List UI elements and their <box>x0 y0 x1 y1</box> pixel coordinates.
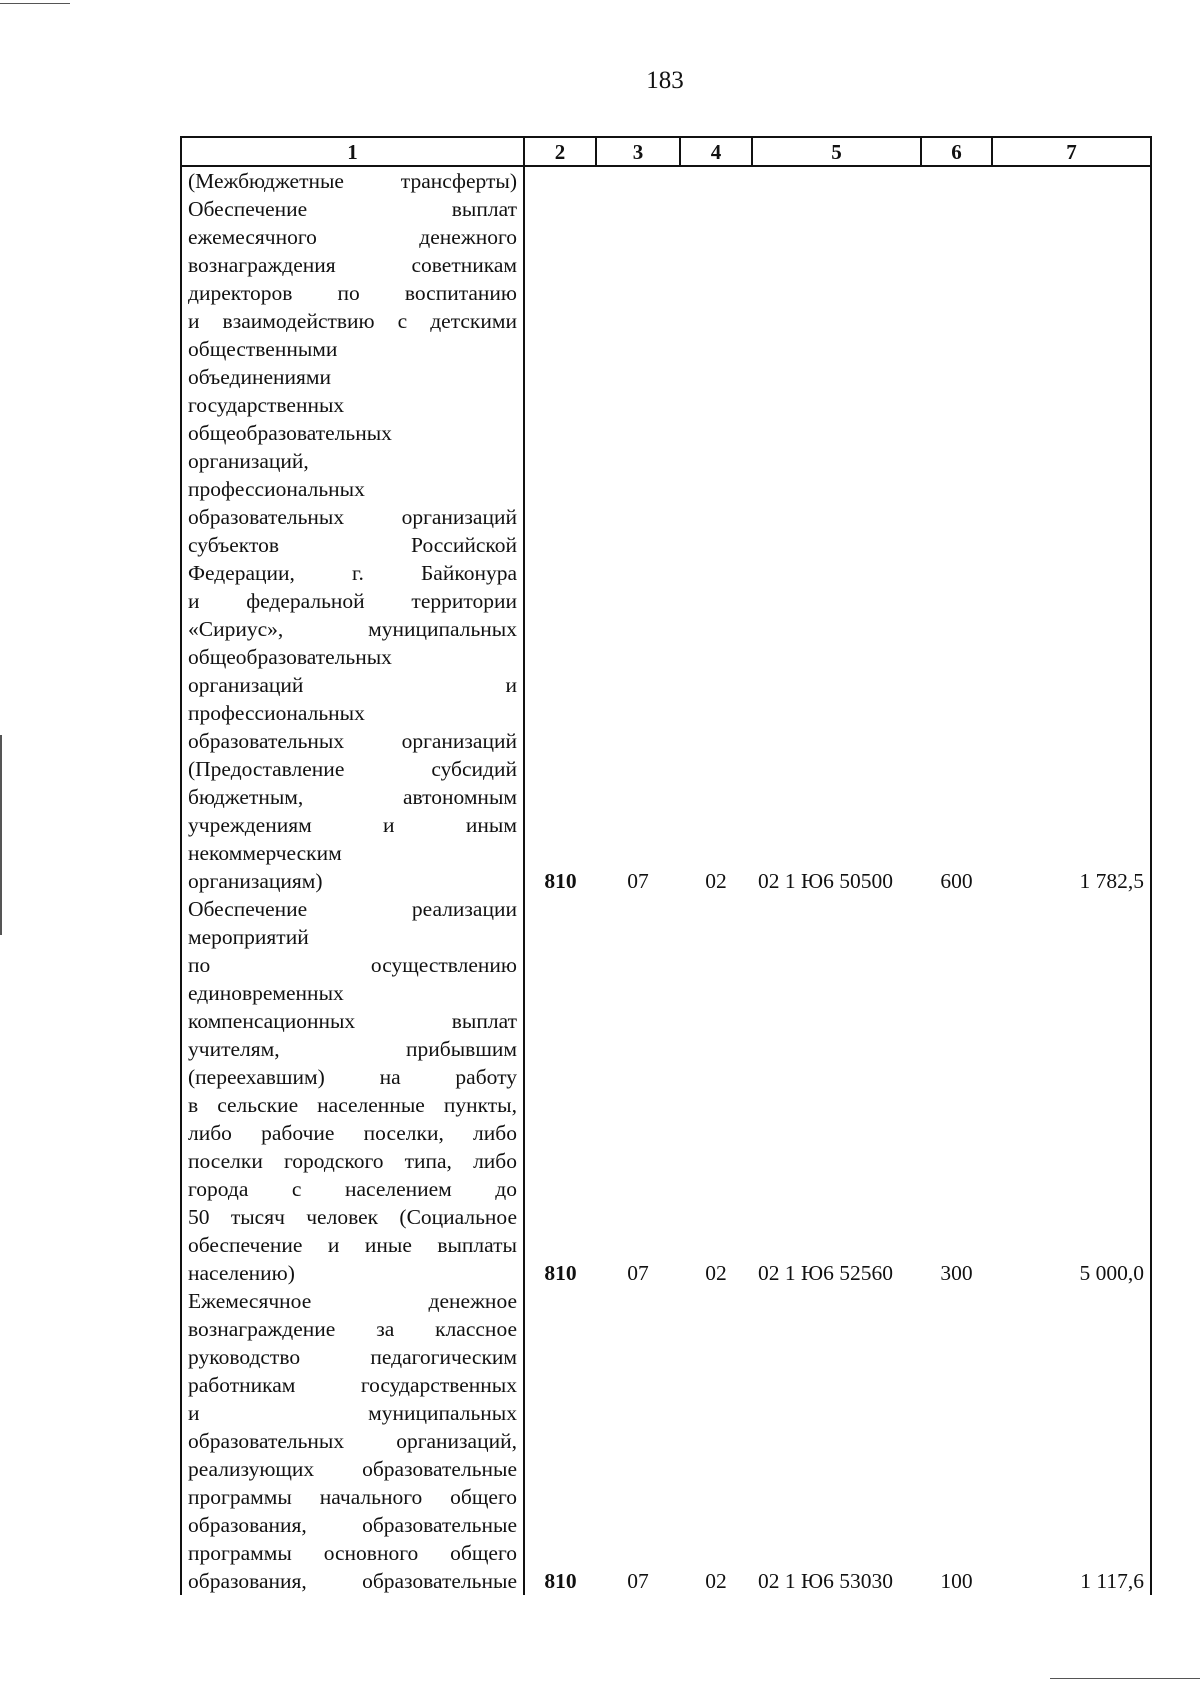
description-line: программы основного общего <box>188 1541 517 1565</box>
description-line: бюджетным, автономным <box>188 785 517 809</box>
description-line: объединениями <box>188 365 332 389</box>
description-line: образовательных организаций <box>188 505 517 529</box>
description-line: учреждениям и иным <box>188 813 517 837</box>
description-line: учителям, прибывшим <box>188 1037 517 1061</box>
description-line: общеобразовательных <box>188 645 392 669</box>
row-description <box>181 895 524 1287</box>
description-line: (переехавшим) на работу <box>188 1065 517 1089</box>
description-line: по осуществлению <box>188 953 517 977</box>
section-code: 07 <box>627 1569 649 1593</box>
description-line: ежемесячного денежного <box>188 225 517 249</box>
subsection-code: 02 <box>705 1569 727 1593</box>
description-line: программы начального общего <box>188 1485 517 1509</box>
description-line: образования, образовательные <box>188 1513 517 1537</box>
description-line: и взаимодействию с детскими <box>188 309 517 333</box>
header-col-6: 6 <box>921 137 992 166</box>
header-col-4: 4 <box>680 137 752 166</box>
description-line: организациям) <box>188 869 323 893</box>
description-line: вознаграждения советникам <box>188 253 517 277</box>
description-line: работникам государственных <box>188 1373 517 1397</box>
description-line: директоров по воспитанию <box>188 281 517 305</box>
description-line: профессиональных <box>188 701 365 725</box>
description-line: реализующих образовательные <box>188 1457 517 1481</box>
budget-table <box>180 136 1152 1595</box>
description-line: поселки городского типа, либо <box>188 1149 517 1173</box>
expense-type-code: 600 <box>940 869 973 893</box>
description-line: государственных <box>188 393 345 417</box>
description-line: (Межбюджетные трансферты) <box>188 169 517 193</box>
description-line: города с населением до <box>188 1177 517 1201</box>
description-line: и муниципальных <box>188 1401 517 1425</box>
description-line: вознаграждение за классное <box>188 1317 517 1341</box>
table-row <box>181 895 1151 1287</box>
section-code: 07 <box>627 1261 649 1285</box>
description-line: мероприятий <box>188 925 309 949</box>
section-code: 07 <box>627 869 649 893</box>
description-line: организаций, <box>188 449 309 473</box>
description-line: профессиональных <box>188 477 365 501</box>
expense-type-code: 100 <box>940 1569 973 1593</box>
description-line: 50 тысяч человек (Социальное <box>188 1205 517 1229</box>
description-line: субъектов Российской <box>188 533 517 557</box>
description-line: населению) <box>188 1261 295 1285</box>
scan-mark-bottom-right <box>1050 1678 1200 1679</box>
header-col-2: 2 <box>524 137 596 166</box>
header-row <box>181 137 1151 166</box>
description-line: «Сириус», муниципальных <box>188 617 517 641</box>
description-line: образования, образовательные <box>188 1569 517 1593</box>
description-line: руководство педагогическим <box>188 1345 517 1369</box>
ved-code: 810 <box>524 1287 596 1595</box>
description-line: обеспечение и иные выплаты <box>188 1233 517 1257</box>
scan-mark-top <box>0 3 70 4</box>
description-line: организаций и <box>188 673 517 697</box>
amount-value: 1 117,6 <box>992 1287 1151 1595</box>
description-line: образовательных организаций, <box>188 1429 517 1453</box>
ved-code: 810 <box>524 895 596 1287</box>
target-article-code: 02 1 Ю6 52560 <box>758 1261 893 1285</box>
ved-code: 810 <box>524 166 596 895</box>
row-description <box>181 166 524 895</box>
description-line: некоммерческим <box>188 841 342 865</box>
scan-mark-left <box>0 735 2 935</box>
description-line: Федерации, г. Байконура <box>188 561 517 585</box>
subsection-code: 02 <box>705 1261 727 1285</box>
description-line: Обеспечение реализации <box>188 897 517 921</box>
page-number: 183 <box>646 67 684 94</box>
description-line: образовательных организаций <box>188 729 517 753</box>
description-line: и федеральной территории <box>188 589 517 613</box>
header-col-1: 1 <box>181 137 524 166</box>
description-line: общественными <box>188 337 338 361</box>
row-description <box>181 1287 524 1595</box>
description-line: общеобразовательных <box>188 421 392 445</box>
target-article-code: 02 1 Ю6 53030 <box>758 1569 893 1593</box>
expense-type-code: 300 <box>940 1261 973 1285</box>
amount-value: 1 782,5 <box>992 166 1151 895</box>
description-line: единовременных <box>188 981 344 1005</box>
header-col-3: 3 <box>596 137 680 166</box>
target-article-code: 02 1 Ю6 50500 <box>758 869 893 893</box>
amount-value: 5 000,0 <box>992 895 1151 1287</box>
subsection-code: 02 <box>705 869 727 893</box>
description-line: либо рабочие поселки, либо <box>188 1121 517 1145</box>
table-row <box>181 1287 1151 1595</box>
header-col-7: 7 <box>992 137 1151 166</box>
description-line: Ежемесячное денежное <box>188 1289 517 1313</box>
table-row <box>181 166 1151 895</box>
description-line: Обеспечение выплат <box>188 197 517 221</box>
description-line: компенсационных выплат <box>188 1009 517 1033</box>
header-col-5: 5 <box>752 137 921 166</box>
description-line: (Предоставление субсидий <box>188 757 517 781</box>
description-line: в сельские населенные пункты, <box>188 1093 517 1117</box>
